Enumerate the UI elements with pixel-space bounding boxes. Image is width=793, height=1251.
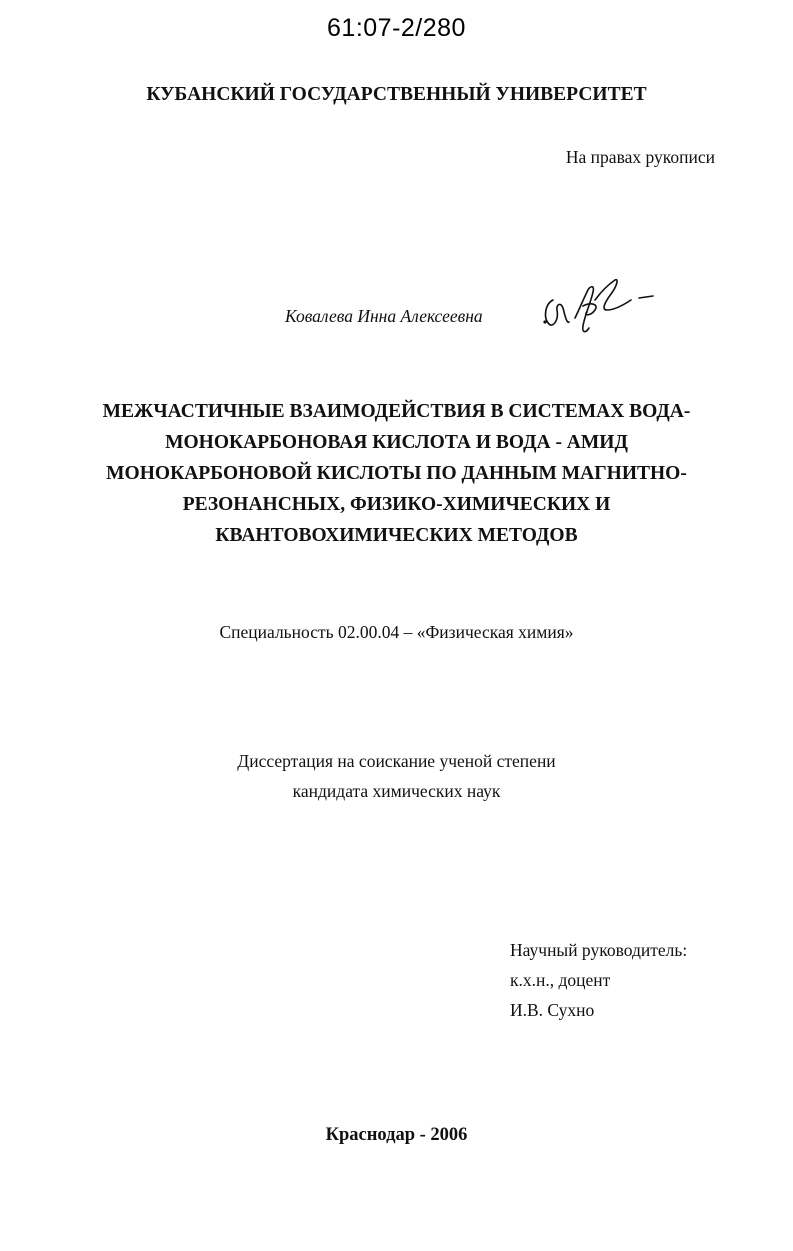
archive-stamp: 61:07-2/280 xyxy=(327,14,466,42)
dissertation-title xyxy=(60,396,733,551)
manuscript-rights: На правах рукописи xyxy=(565,147,715,167)
title-line: МОНОКАРБОНОВОЙ КИСЛОТЫ ПО ДАННЫМ МАГНИТНО- xyxy=(106,463,687,484)
supervisor-label: Научный руководитель: xyxy=(510,940,688,960)
degree-line-1: Диссертация на соискание ученой степени xyxy=(237,751,556,771)
signature-image xyxy=(535,270,665,340)
degree-line-2: кандидата химических наук xyxy=(292,781,501,801)
author-name: Ковалева Инна Алексеевна xyxy=(285,306,483,326)
title-line: КВАНТОВОХИМИЧЕСКИХ МЕТОДОВ xyxy=(215,525,578,546)
city-year: Краснодар - 2006 xyxy=(325,1125,468,1145)
degree-statement xyxy=(0,746,793,806)
title-line: МОНОКАРБОНОВАЯ КИСЛОТА И ВОДА - АМИД xyxy=(165,432,628,453)
title-line: МЕЖЧАСТИЧНЫЕ ВЗАИМОДЕЙСТВИЯ В СИСТЕМАХ ВОДА- xyxy=(102,401,691,422)
specialty: Специальность 02.00.04 – «Физическая химия» xyxy=(219,622,574,642)
supervisor-degree: к.х.н., доцент xyxy=(510,970,611,990)
supervisor-name: И.В. Сухно xyxy=(510,1000,595,1020)
supervisor-block xyxy=(510,935,687,1025)
title-line: РЕЗОНАНСНЫХ, ФИЗИКО-ХИМИЧЕСКИХ И xyxy=(182,494,611,515)
university-name: КУБАНСКИЙ ГОСУДАРСТВЕННЫЙ УНИВЕРСИТЕТ xyxy=(146,84,647,105)
